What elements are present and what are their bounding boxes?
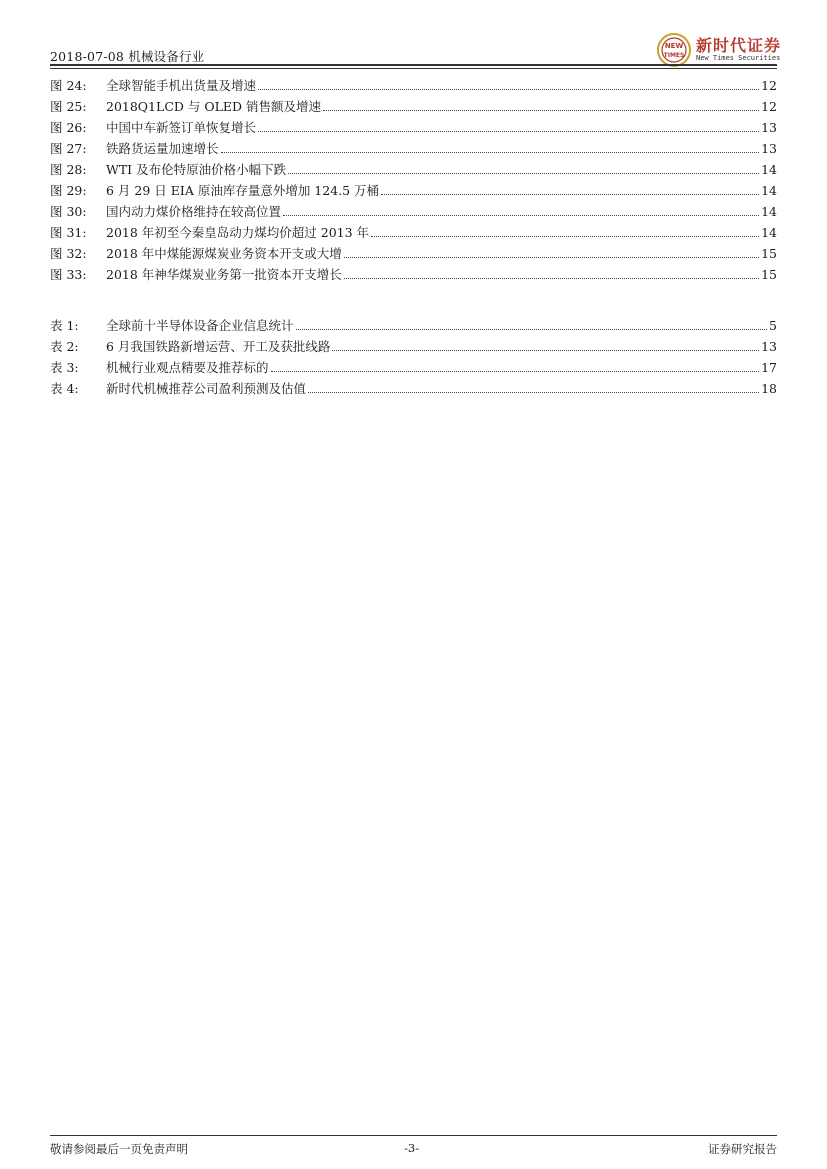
figure-index-entry[interactable] xyxy=(50,244,777,265)
entry-page-number: 13 xyxy=(761,339,777,354)
entry-title: 铁路货运量加速增长 xyxy=(106,141,219,156)
entry-title: 全球前十半导体设备企业信息统计 xyxy=(106,318,294,333)
entry-number: 图 33: xyxy=(50,267,87,282)
figure-index-list xyxy=(50,76,777,286)
entry-page-number: 14 xyxy=(761,183,777,198)
figure-index-entry[interactable] xyxy=(50,160,777,181)
entry-page-number: 13 xyxy=(761,141,777,156)
entry-number: 表 3: xyxy=(50,360,79,375)
entry-number: 图 31: xyxy=(50,225,87,240)
dot-leader xyxy=(308,392,759,393)
entry-number: 图 25: xyxy=(50,99,87,114)
entry-title: 新时代机械推荐公司盈利预测及估值 xyxy=(106,381,307,396)
dot-leader xyxy=(323,110,759,111)
dot-leader xyxy=(258,131,759,132)
entry-page-number: 15 xyxy=(761,246,777,261)
header-divider xyxy=(50,64,777,66)
entry-page-number: 14 xyxy=(761,225,777,240)
entry-title: 2018 年初至今秦皇岛动力煤均价超过 2013 年 xyxy=(106,225,370,240)
table-index-list xyxy=(50,316,777,400)
entry-page-number: 14 xyxy=(761,204,777,219)
footer-page-number: -3- xyxy=(404,1141,420,1155)
entry-number: 表 4: xyxy=(50,381,79,396)
footer-divider xyxy=(50,1135,777,1136)
entry-number: 图 29: xyxy=(50,183,87,198)
entry-page-number: 15 xyxy=(761,267,777,282)
entry-number: 图 28: xyxy=(50,162,87,177)
entry-title: 国内动力煤价格维持在较高位置 xyxy=(106,204,282,219)
dot-leader xyxy=(332,350,759,351)
entry-title: 6 月 29 日 EIA 原油库存量意外增加 124.5 万桶 xyxy=(106,183,380,198)
entry-number: 表 1: xyxy=(50,318,79,333)
entry-page-number: 14 xyxy=(761,162,777,177)
dot-leader xyxy=(381,194,759,195)
dot-leader xyxy=(344,278,759,279)
svg-text:NEW: NEW xyxy=(664,42,684,50)
entry-title: 机械行业观点精要及推荐标的 xyxy=(106,360,269,375)
figure-index-entry[interactable] xyxy=(50,76,777,97)
entry-number: 图 27: xyxy=(50,141,87,156)
dot-leader xyxy=(283,215,759,216)
entry-page-number: 12 xyxy=(761,78,777,93)
entry-title: 2018 年中煤能源煤炭业务资本开支或大增 xyxy=(106,246,342,261)
entry-title: WTI 及布伦特原油价格小幅下跌 xyxy=(106,162,287,177)
dot-leader xyxy=(258,89,759,90)
entry-page-number: 12 xyxy=(761,99,777,114)
entry-page-number: 18 xyxy=(761,381,777,396)
table-index-entry[interactable] xyxy=(50,358,777,379)
entry-number: 表 2: xyxy=(50,339,79,354)
svg-text:TIMES: TIMES xyxy=(663,52,685,59)
dot-leader xyxy=(221,152,760,153)
logo-company-subtitle: New Times Securities xyxy=(696,54,781,62)
header-date-sector: 2018-07-08 机械设备行业 xyxy=(50,49,205,64)
entry-page-number: 5 xyxy=(769,318,777,333)
new-times-badge-icon xyxy=(656,32,692,68)
dot-leader xyxy=(371,236,759,237)
figure-index-entry[interactable] xyxy=(50,223,777,244)
figure-index-entry[interactable] xyxy=(50,118,777,139)
entry-page-number: 17 xyxy=(761,360,777,375)
figure-index-entry[interactable] xyxy=(50,202,777,223)
logo-company-name: 新时代证券 xyxy=(696,36,782,55)
entry-title: 2018Q1LCD 与 OLED 销售额及增速 xyxy=(106,99,322,114)
figure-index-entry[interactable] xyxy=(50,181,777,202)
table-index-entry[interactable] xyxy=(50,337,777,358)
dot-leader xyxy=(344,257,759,258)
entry-title: 全球智能手机出货量及增速 xyxy=(106,78,257,93)
table-index-entry[interactable] xyxy=(50,379,777,400)
dot-leader xyxy=(271,371,760,372)
entry-title: 6 月我国铁路新增运营、开工及获批线路 xyxy=(106,339,331,354)
figure-index-entry[interactable] xyxy=(50,139,777,160)
entry-number: 图 24: xyxy=(50,78,87,93)
entry-number: 图 32: xyxy=(50,246,87,261)
dot-leader xyxy=(288,173,759,174)
entry-number: 图 26: xyxy=(50,120,87,135)
entry-title: 2018 年神华煤炭业务第一批资本开支增长 xyxy=(106,267,342,282)
header-divider-thin xyxy=(50,68,777,69)
entry-number: 图 30: xyxy=(50,204,87,219)
footer-disclaimer: 敬请参阅最后一页免责声明 xyxy=(50,1142,188,1156)
figure-index-entry[interactable] xyxy=(50,97,777,118)
footer-report-type: 证券研究报告 xyxy=(708,1142,777,1156)
table-index-entry[interactable] xyxy=(50,316,777,337)
entry-page-number: 13 xyxy=(761,120,777,135)
figure-index-entry[interactable] xyxy=(50,265,777,286)
dot-leader xyxy=(296,329,768,330)
entry-title: 中国中车新签订单恢复增长 xyxy=(106,120,257,135)
